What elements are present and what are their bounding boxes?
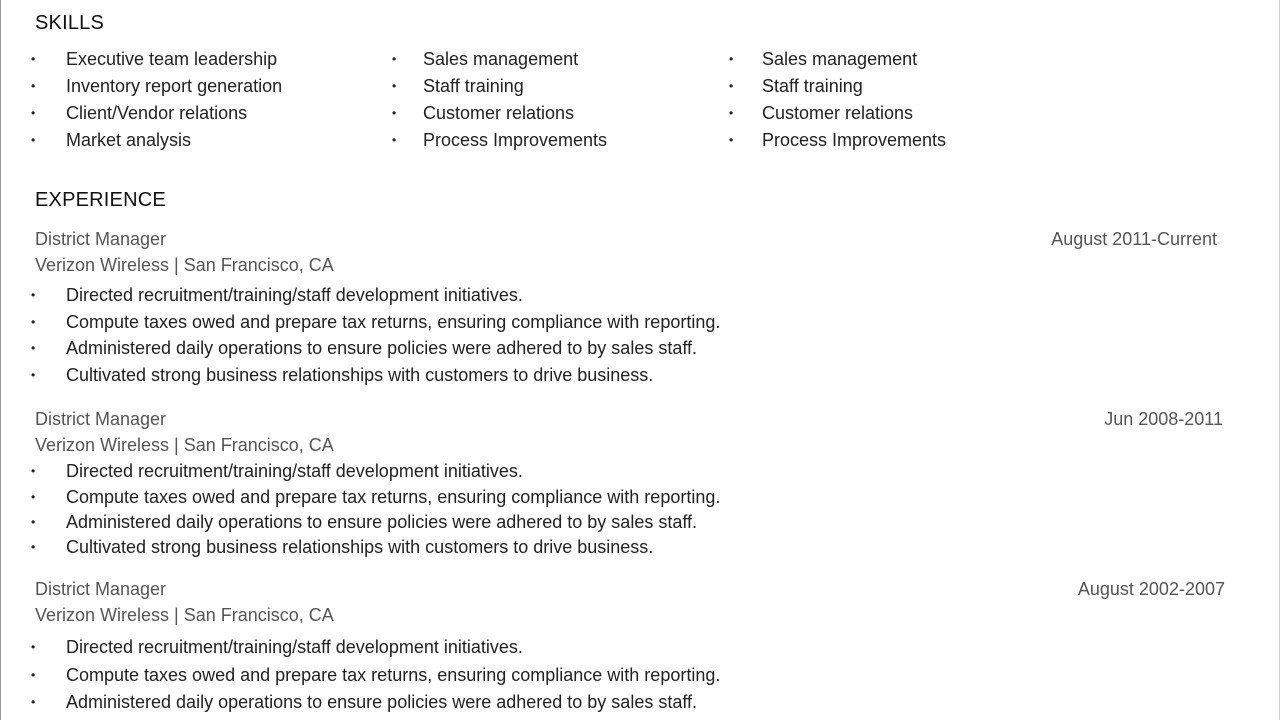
skill-item: • Process Improvements: [392, 127, 722, 154]
job-entry: [31, 226, 1230, 388]
job-company: Verizon Wireless | San Francisco, CA: [35, 255, 334, 275]
bullet-icon: •: [729, 79, 734, 93]
bullet-icon: •: [31, 464, 36, 478]
bullet-icon: •: [31, 640, 36, 654]
job-duties: [31, 458, 1230, 560]
list-item: • Compute taxes owed and prepare tax returns, ensuring compliance with reporting.: [0, 485, 1230, 510]
skills-column-2: [392, 46, 722, 154]
job-company: Verizon Wireless | San Francisco, CA: [35, 605, 334, 625]
list-item: • Compute taxes owed and prepare tax returns, ensuring compliance with reporting.: [0, 309, 1230, 336]
skill-item: • Customer relations: [729, 100, 1059, 127]
skill-item: • Inventory report generation: [31, 73, 361, 100]
bullet-icon: •: [31, 52, 36, 66]
job-company: Verizon Wireless | San Francisco, CA: [35, 435, 334, 455]
bullet-icon: •: [31, 367, 36, 382]
bullet-icon: •: [729, 52, 734, 66]
job-dates: Jun 2008-2011: [1104, 409, 1223, 429]
list-item: • Administered daily operations to ensure policies were adhered to by sales staff.: [0, 335, 1230, 362]
bullet-icon: •: [31, 79, 36, 93]
job-title: District Manager: [35, 579, 167, 599]
list-item: • Administered daily operations to ensure policies were adhered to by sales staff.: [0, 510, 1230, 535]
skill-item: • Market analysis: [31, 127, 361, 154]
bullet-icon: •: [31, 106, 36, 120]
job-dates: August 2002-2007: [1077, 579, 1225, 599]
bullet-icon: •: [31, 490, 36, 504]
bullet-icon: •: [31, 667, 36, 682]
list-item: • Directed recruitment/training/staff development initiatives.: [0, 634, 1230, 662]
job-title: District Manager: [35, 229, 167, 249]
bullet-icon: •: [31, 515, 36, 529]
job-title: District Manager: [35, 409, 167, 429]
bullet-icon: •: [392, 79, 397, 93]
skills-heading: SKILLS: [35, 12, 105, 34]
job-duties: [31, 282, 1230, 388]
skill-item: • Customer relations: [392, 100, 722, 127]
skill-item: • Sales management: [729, 46, 1059, 73]
list-item: • Administered daily operations to ensure policies were adhered to by sales staff.: [0, 689, 1230, 717]
bullet-icon: •: [31, 540, 36, 554]
bullet-icon: •: [31, 288, 36, 302]
bullet-icon: •: [729, 133, 734, 147]
list-item: • Cultivated strong business relationships with customers to drive business.: [0, 535, 1230, 560]
list-item: • Directed recruitment/training/staff development initiatives.: [0, 282, 1230, 309]
bullet-icon: •: [31, 341, 36, 355]
list-item: • Compute taxes owed and prepare tax returns, ensuring compliance with reporting.: [0, 662, 1230, 690]
bullet-icon: •: [31, 695, 36, 709]
skills-column-1: [31, 46, 361, 154]
bullet-icon: •: [31, 314, 36, 329]
bullet-icon: •: [729, 106, 734, 120]
job-entry: [31, 406, 1230, 560]
list-item: • Directed recruitment/training/staff development initiatives.: [0, 458, 1230, 485]
job-dates: August 2011-Current: [1051, 229, 1217, 249]
job-entry: [31, 576, 1230, 717]
skill-item: • Process Improvements: [729, 127, 1059, 154]
skill-item: • Staff training: [392, 73, 722, 100]
bullet-icon: •: [392, 52, 397, 66]
skill-item: • Client/Vendor relations: [31, 100, 361, 127]
bullet-icon: •: [392, 133, 397, 147]
experience-heading: EXPERIENCE: [35, 189, 166, 211]
list-item: • Cultivated strong business relationships with customers to drive business.: [0, 362, 1230, 389]
skill-item: • Staff training: [729, 73, 1059, 100]
skill-item: • Executive team leadership: [31, 46, 361, 73]
job-duties: [31, 634, 1230, 717]
bullet-icon: •: [31, 133, 36, 147]
bullet-icon: •: [392, 106, 397, 120]
skill-item: • Sales management: [392, 46, 722, 73]
skills-column-3: [729, 46, 1059, 154]
